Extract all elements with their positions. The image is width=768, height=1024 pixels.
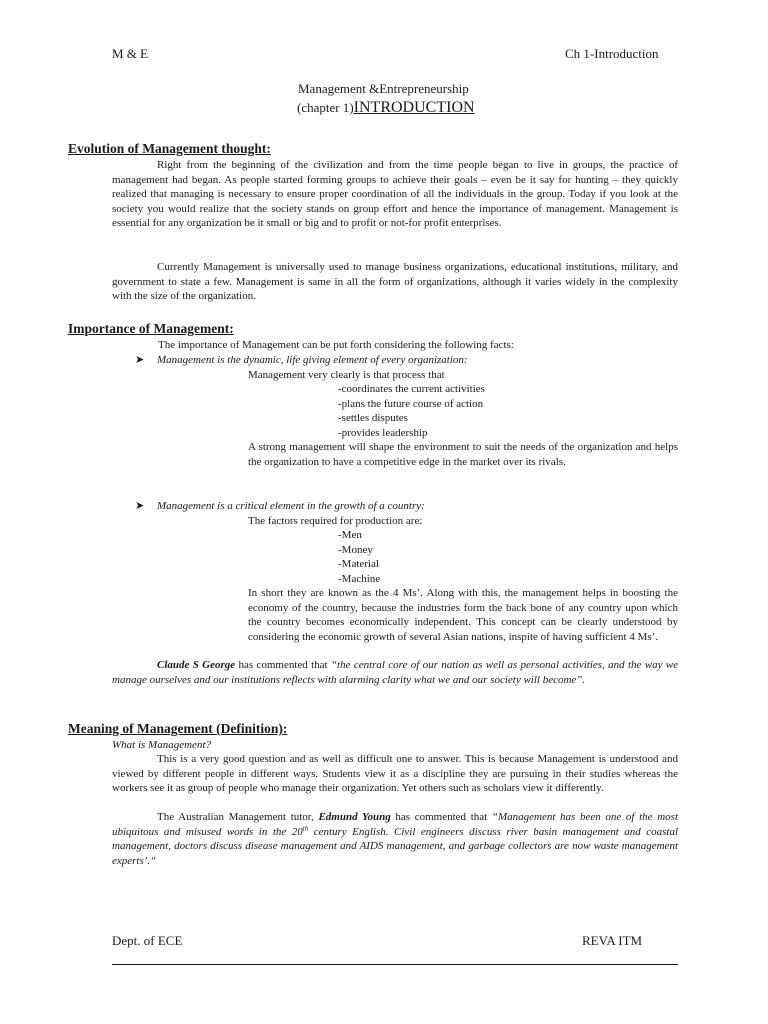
factor-item: -Men [338, 529, 362, 541]
question-what-is-management: What is Management? [112, 739, 211, 751]
process-item: -coordinates the current activities [338, 383, 485, 395]
paragraph-evolution-2: Currently Management is universally used to manage business organizations, educational institutions, military, and government to state a few. Management is same in all the form of organizations, although it varies widely in the complexity with the size of the organization. [112, 261, 678, 302]
process-item: -provides leadership [338, 427, 428, 439]
quote-george [112, 658, 678, 687]
factor-item: -Money [338, 544, 373, 556]
process-line: Management very clearly is that process that [248, 369, 445, 381]
arrow-bullet-icon: ➤ [135, 354, 145, 366]
factor-item: -Machine [338, 573, 381, 585]
section-heading-importance: Importance of Management: [68, 321, 234, 336]
young-mid: has commented that [390, 811, 492, 823]
footer-left: Dept. of ECE [112, 933, 183, 948]
bullet-growth [135, 499, 425, 514]
introduction-title: INTRODUCTION [353, 99, 475, 116]
quote-text: “the central core of our nation as well as personal activities, and the way we manage ourselves and our institutions reflects with alarming clarity what we and our society will become”. [112, 659, 679, 686]
header-left: M & E [112, 46, 149, 61]
process-item: -settles disputes [338, 412, 408, 424]
bullet-dynamic [135, 353, 468, 368]
young-sup: th [302, 823, 309, 832]
quote-author: Claude S George [157, 659, 236, 671]
young-quote-part2: century English. Civil engineers discuss river basin management and coastal management, doctors discuss disease management and AIDS management, and garbage collectors are now waste management experts’.“ [112, 825, 678, 867]
arrow-bullet-icon: ➤ [135, 500, 145, 512]
bullet-dynamic-text: Management is the dynamic, life giving element of every organization: [157, 354, 468, 366]
bullet-growth-text: Management is a critical element in the growth of a country: [157, 500, 425, 512]
young-name: Edmund Young [318, 811, 391, 823]
factors-line: The factors required for production are: [248, 515, 423, 527]
footer-rule [112, 964, 678, 965]
paragraph-young-quote [112, 810, 678, 868]
footer-right: REVA ITM [582, 933, 643, 948]
paragraph-meaning-1: This is a very good question and as well as difficult one to answer. This is because Management is understood and viewed by different people in different ways. Students view it as a discipline they are pursuing in their studies whereas the workers see it as group of people who manage their organization. Yet others such as scholars view it differently. [112, 753, 678, 794]
paragraph-evolution-1: Right from the beginning of the civilization and from the time people began to live in groups, the practice of management had began. As people started forming groups to achieve their goals – even be it say for hunting – they quickly realized that managing is necessary to ensure proper coordination of all the individuals in the group. Today if you look at the society you would realize that the society stands on group effort and hence the importance of management. Management is essential for any organization be it small or big and to profit or not-for profit enterprises. [112, 159, 678, 229]
importance-intro: The importance of Management can be put forth considering the following facts: [158, 339, 514, 351]
process-item: -plans the future course of action [338, 398, 484, 410]
quote-intro: has commented that [235, 659, 331, 671]
young-quote-part1: “Management has been one of the most ubiquitous and misused words in the 20 [112, 811, 678, 838]
chapter-label: (chapter 1) [297, 100, 354, 115]
header-right: Ch 1-Introduction [565, 46, 659, 61]
young-pre: The Australian Management tutor, [157, 811, 319, 823]
section-heading-evolution: Evolution of Management thought: [68, 141, 271, 156]
chapter-title [297, 99, 475, 117]
paragraph-4ms: In short they are known as the 4 Ms’. Along with this, the management helps in boosting the economy of the country, because the industries form the back bone of any country upon which the country becomes economically independent. This concept can be clearly understood by considering the economic growth of several Asian nations, inspite of having sufficient 4 Ms’. [248, 587, 678, 643]
factor-item: -Material [338, 558, 379, 570]
paragraph-strong-management: A strong management will shape the environment to suit the needs of the organization and helps the organization to have a competitive edge in the market over its rivals. [248, 441, 678, 468]
section-heading-meaning: Meaning of Management (Definition): [68, 721, 288, 736]
doc-title: Management &Entrepreneurship [298, 81, 469, 96]
